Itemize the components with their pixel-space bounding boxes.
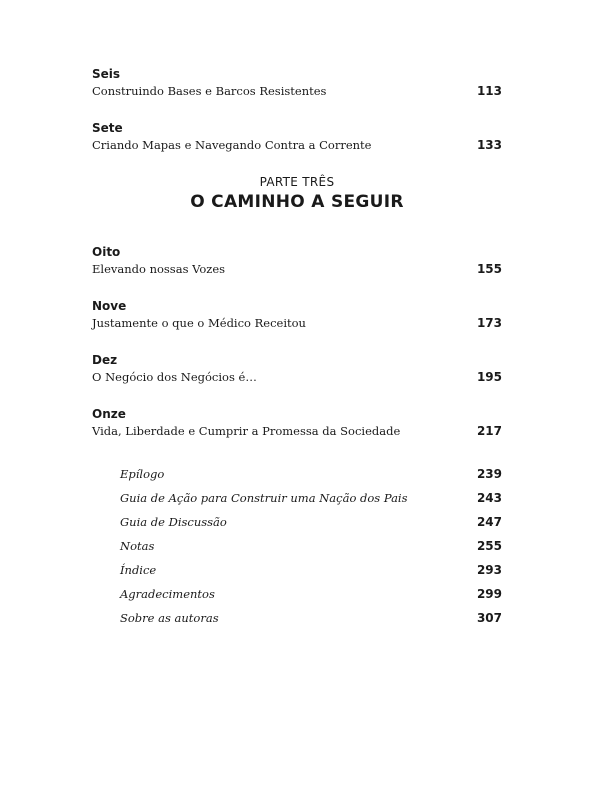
page-number: 293 (476, 563, 502, 577)
page-number: 307 (476, 611, 502, 625)
toc-entry-oito[interactable] (92, 244, 502, 278)
chapter-number: Oito (92, 245, 121, 259)
chapter-number: Nove (92, 299, 127, 313)
table-of-contents (92, 66, 502, 634)
chapter-number: Dez (92, 353, 118, 367)
page-number: 155 (476, 262, 502, 276)
toc-entry-sobre-as-autoras[interactable] (92, 610, 502, 634)
toc-entry-sete[interactable] (92, 120, 502, 154)
chapter-row (92, 315, 502, 332)
page-number: 299 (476, 587, 502, 601)
toc-entry-guia-de-discussao[interactable] (92, 514, 502, 538)
back-matter-title: Guia de Ação para Construir uma Nação dos Pais (120, 491, 408, 505)
page-number: 173 (476, 316, 502, 330)
page-number: 133 (476, 138, 502, 152)
page-number: 217 (476, 424, 502, 438)
toc-entry-agradecimentos[interactable] (92, 586, 502, 610)
back-matter-title: Epílogo (120, 467, 165, 481)
page-number: 247 (476, 515, 502, 529)
back-matter-title: Notas (120, 539, 155, 553)
part-three-heading (92, 174, 502, 214)
page-number: 113 (476, 84, 502, 98)
chapter-title: Construindo Bases e Barcos Resistentes (92, 84, 327, 98)
page-number: 239 (476, 467, 502, 481)
page-number: 243 (476, 491, 502, 505)
chapter-number: Onze (92, 407, 126, 421)
toc-entry-dez[interactable] (92, 352, 502, 386)
chapter-row (92, 83, 502, 100)
chapter-title: Vida, Liberdade e Cumprir a Promessa da Sociedade (92, 424, 401, 438)
part-label: PARTE TRÊS (259, 175, 335, 189)
chapter-row (92, 369, 502, 386)
back-matter-list (92, 466, 502, 634)
toc-entry-guia-de-acao[interactable] (92, 490, 502, 514)
toc-entry-onze[interactable] (92, 406, 502, 440)
chapter-title: Elevando nossas Vozes (92, 262, 226, 276)
chapter-title: Justamente o que o Médico Receitou (92, 316, 306, 330)
toc-entry-epilogo[interactable] (92, 466, 502, 490)
part-title: O CAMINHO A SEGUIR (190, 192, 404, 212)
page-number: 255 (476, 539, 502, 553)
chapter-number: Sete (92, 121, 123, 135)
chapter-row (92, 261, 502, 278)
page-number: 195 (476, 370, 502, 384)
chapter-number: Seis (92, 67, 121, 81)
toc-entry-nove[interactable] (92, 298, 502, 332)
back-matter-title: Sobre as autoras (120, 611, 219, 625)
chapter-row (92, 423, 502, 440)
chapter-title: O Negócio dos Negócios é… (92, 370, 257, 384)
back-matter-title: Índice (120, 563, 157, 577)
chapter-title: Criando Mapas e Navegando Contra a Corrente (92, 138, 372, 152)
toc-entry-indice[interactable] (92, 562, 502, 586)
toc-entry-seis[interactable] (92, 66, 502, 100)
back-matter-title: Guia de Discussão (120, 515, 227, 529)
back-matter-title: Agradecimentos (120, 587, 215, 601)
chapter-row (92, 137, 502, 154)
toc-entry-notas[interactable] (92, 538, 502, 562)
